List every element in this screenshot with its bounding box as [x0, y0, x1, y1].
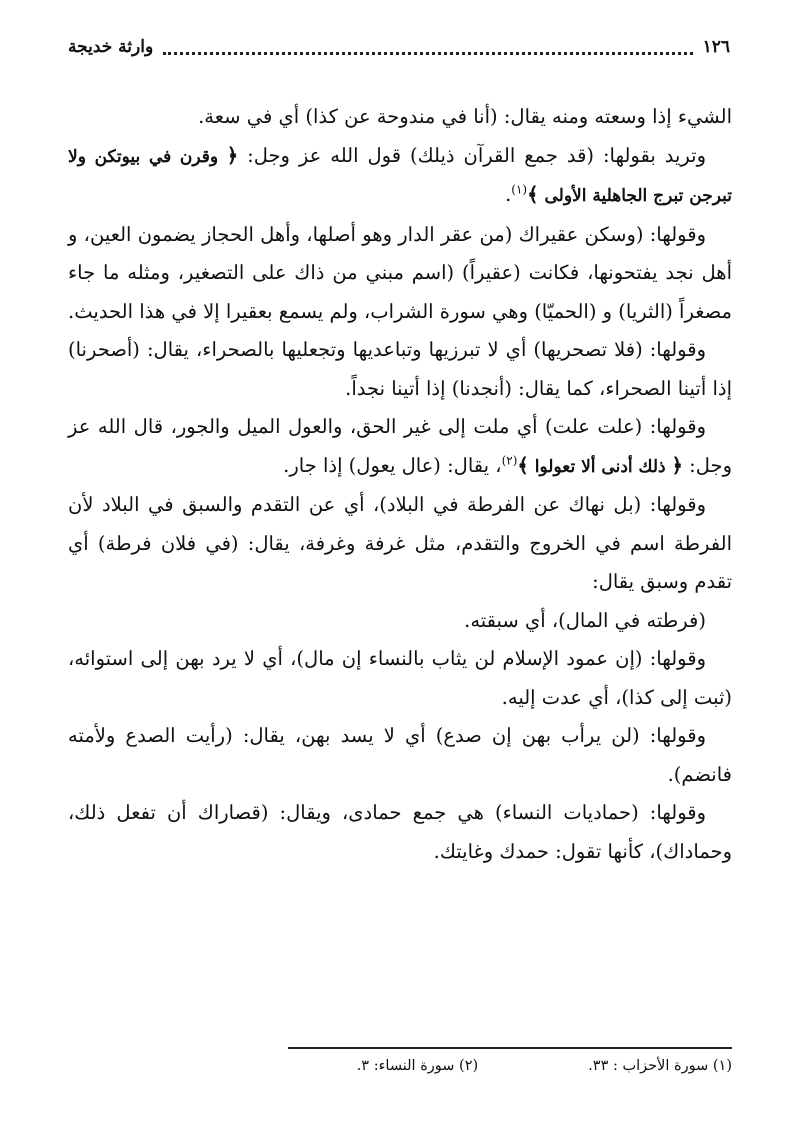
paragraph [68, 216, 732, 332]
page-number: ١٢٦ [702, 37, 730, 57]
quran-bracket: ﴾ [527, 183, 539, 206]
quran-quote: وقرن في بيوتكن ولا تبرجن تبرج الجاهلية الأولى [68, 146, 732, 206]
paragraph [68, 640, 732, 717]
footnotes [272, 1058, 732, 1074]
quran-bracket: ﴾ [517, 453, 529, 477]
paragraph [68, 717, 732, 794]
footnote-2: (٢) سورة النساء: ٣. [356, 1058, 479, 1074]
paragraph [68, 794, 732, 871]
quran-bracket: ﴿ [671, 453, 683, 477]
paragraph-text: وقولها: (حماديات النساء) هي جمع حمادى، ويقال: (قصاراك أن تفعل ذلك، وحماداك)، كأنها تقول: حمدك وغايتك. [68, 801, 732, 863]
paragraph-text: وقولها: (لن يرأب بهن إن صدع) أي لا يسد بهن، يقال: (رأيت الصدع ولأمته فانضم). [68, 724, 732, 786]
paragraph-text: (فرطته في المال)، أي سبقته. [464, 608, 706, 632]
paragraph [68, 331, 732, 408]
paragraph-text: وقولها: (علت علت) أي ملت إلى غير الحق، والعول الميل والجور، قال الله عز وجل: [68, 415, 732, 477]
paragraph-text: . [505, 183, 512, 206]
paragraph [68, 137, 732, 216]
paragraph [68, 486, 732, 602]
paragraph [68, 602, 732, 641]
body-text [68, 98, 732, 871]
paragraph-text: الشيء إذا وسعته ومنه يقال: (أنا في مندوحة عن كذا) أي في سعة. [198, 105, 732, 128]
paragraph-text: ، يقال: (عال يعول) إذا جار. [283, 453, 502, 477]
paragraph-text: وتريد بقولها: (قد جمع القرآن ذيلك) قول الله عز وجل: [238, 143, 706, 167]
running-header [68, 32, 730, 62]
quran-quote: ذلك أدنى ألا تعولوا [528, 456, 672, 477]
footnote-1: (١) سورة الأحزاب : ٣٣. [588, 1058, 732, 1074]
dotted-leader [163, 40, 692, 55]
quran-bracket: ﴿ [226, 143, 239, 167]
paragraph-text: وقولها: (إن عمود الإسلام لن يثاب بالنساء إن مال)، أي لا يرد بهن إلى استوائه، (ثبت إلى كذا)، أي عدت إليه. [68, 647, 732, 709]
paragraph-text: وقولها: (وسكن عقيراك (من عقر الدار وهو أصلها، وأهل الحجاز يضمون العين، و أهل نجد يفتحونها، فكانت (عقيراً) (اسم مبني من ذاك على التصغير، ومثله ما جاء مصغراً (الثريا) و (الحميّا) وهي سورة الشراب، ولم يسمع بعقيرا إلا في هذا الحديث. [68, 222, 732, 323]
footnote-marker: (١) [511, 182, 528, 197]
running-title: وارثة خديجة [68, 37, 154, 57]
footnote-marker: (٢) [501, 453, 518, 467]
footnote-divider [288, 1047, 732, 1049]
paragraph-text: وقولها: (فلا تصحريها) أي لا تبرزيها وتباعديها وتجعليها بالصحراء، يقال: (أصحرنا) إذا أتينا الصحراء، كما يقال: (أنجدنا) إذا أتينا نجداً. [68, 338, 732, 400]
paragraph-text: وقولها: (بل نهاك عن الفرطة في البلاد)، أي عن التقدم والسبق في البلاد لأن الفرطة اسم في الخروج والتقدم، مثل غرفة وغرفة، يقال: (في فلان فرطة) أي تقدم وسبق يقال: [68, 493, 732, 593]
paragraph [68, 408, 732, 486]
paragraph [68, 98, 732, 137]
